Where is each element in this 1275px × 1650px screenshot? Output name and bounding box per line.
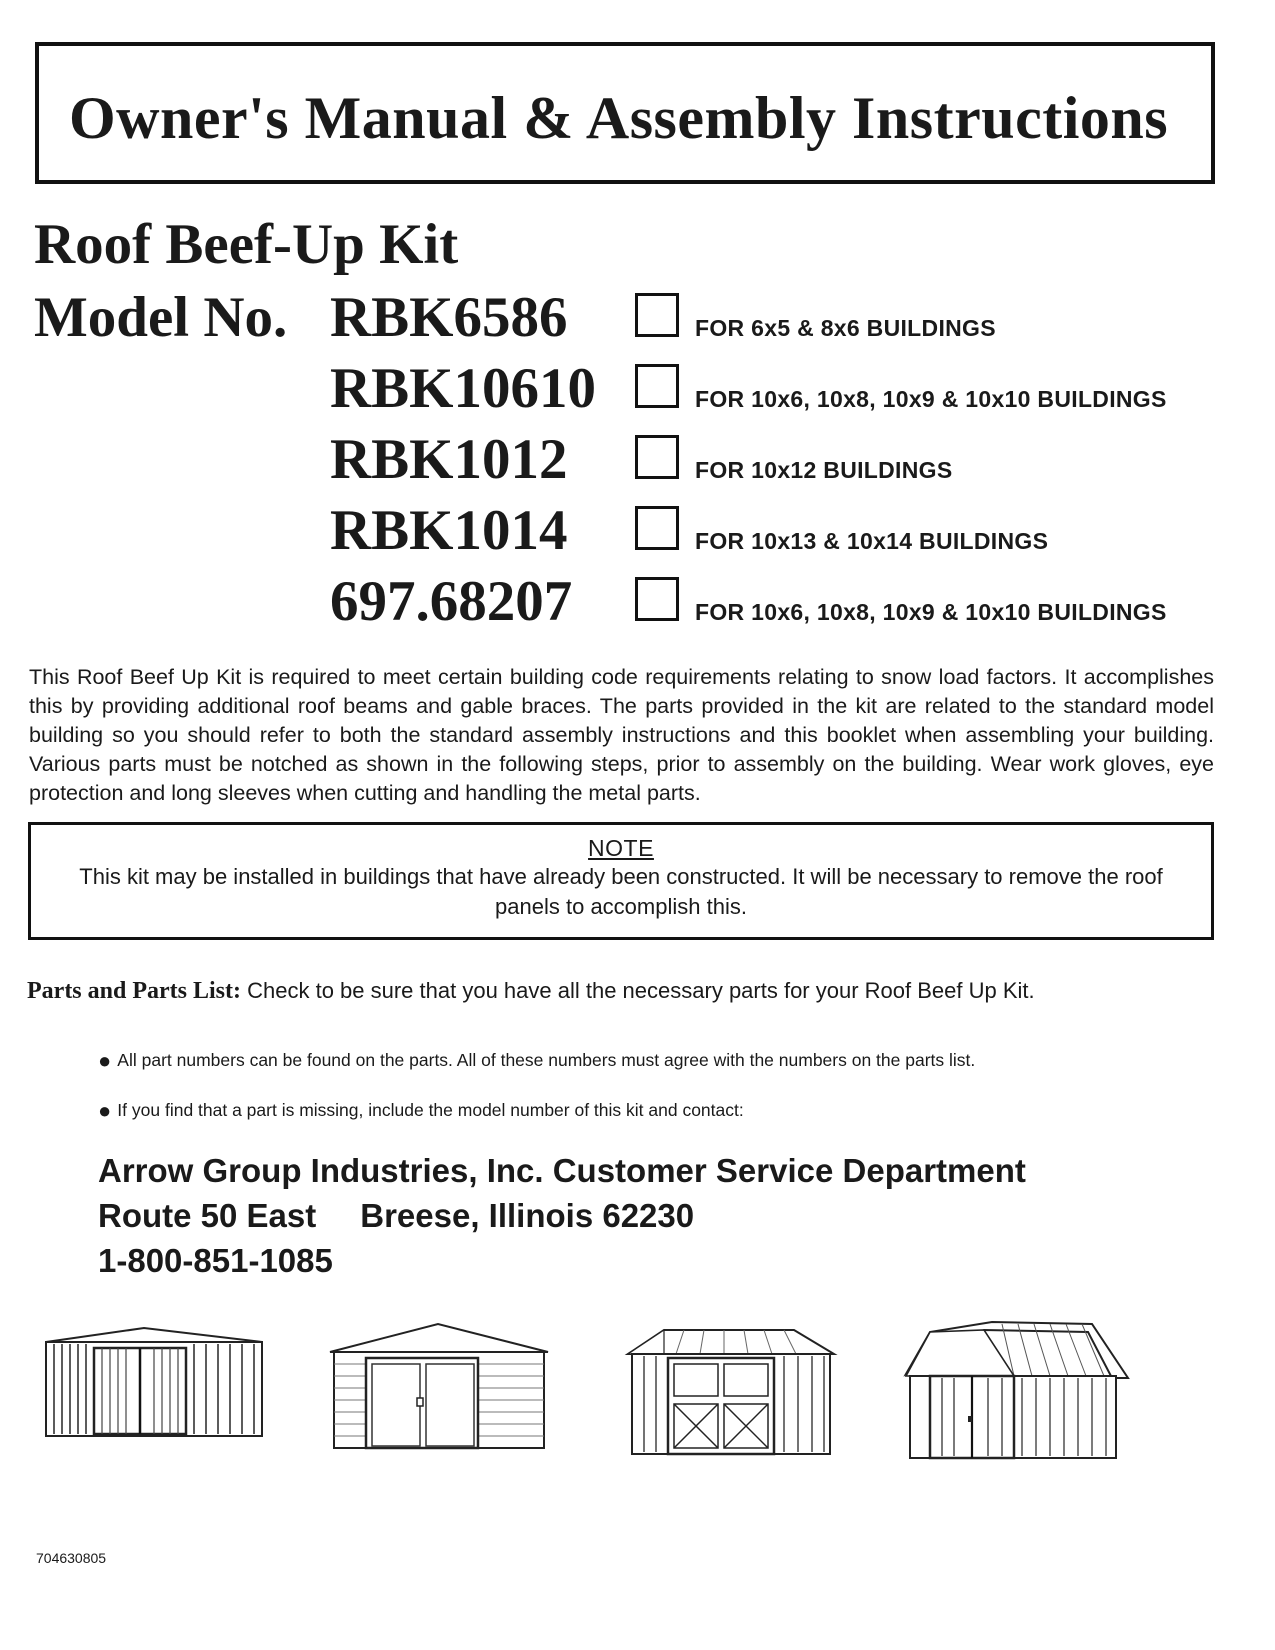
model-applies-to: FOR 6x5 & 8x6 BUILDINGS: [695, 315, 996, 341]
parts-list-intro: [27, 978, 1035, 1005]
bullet-icon: ●: [98, 1098, 112, 1123]
gable-shed-illustration: [44, 1318, 264, 1438]
bullet-text: All part numbers can be found on the parts. All of these numbers must agree with the numbers on the parts list.: [117, 1050, 976, 1070]
model-number: RBK1014: [330, 499, 568, 562]
kit-title: Roof Beef-Up Kit: [34, 213, 459, 276]
bullet-item: [98, 1098, 744, 1124]
model-number: RBK1012: [330, 428, 568, 491]
intro-paragraph: This Roof Beef Up Kit is required to meet certain building code requirements relating to snow load factors. It accomplishes this by providing additional roof beams and gable braces. The parts provided in the kit are related to the standard model building so you should refer to both the standard assembly instructions and this booklet when assembling your building. Various parts must be notched as shown in the following steps, prior to assembly on the building. Wear work gloves, eye protection and long sleeves when cutting and handling the metal parts.: [29, 665, 1214, 805]
model-applies-to: FOR 10x13 & 10x14 BUILDINGS: [695, 528, 1049, 554]
model-label: Model No.: [34, 286, 288, 349]
contact-block: [98, 1148, 1026, 1283]
manual-title: Owner's Manual & Assembly Instructions: [69, 85, 1169, 151]
model-applies-to: FOR 10x6, 10x8, 10x9 & 10x10 BUILDINGS: [695, 599, 1167, 625]
title-box: [35, 42, 1215, 184]
bullet-item: [98, 1048, 975, 1074]
note-box: [28, 822, 1214, 940]
model-checkbox[interactable]: [635, 364, 679, 408]
note-heading: NOTE: [588, 835, 654, 861]
model-number: 697.68207: [330, 570, 573, 633]
contact-company: Arrow Group Industries, Inc. Customer Service Department: [98, 1152, 1026, 1189]
model-checkbox[interactable]: [635, 506, 679, 550]
model-number: RBK6586: [330, 286, 568, 349]
model-applies-to: FOR 10x12 BUILDINGS: [695, 457, 953, 483]
bullet-text: If you find that a part is missing, include the model number of this kit and contact:: [117, 1100, 744, 1120]
note-text: This kit may be installed in buildings that have already been constructed. It will be necessary to remove the roof panels to accomplish this.: [79, 864, 1163, 919]
model-checkbox[interactable]: [635, 293, 679, 337]
contact-address: [98, 1193, 1026, 1238]
model-checkbox[interactable]: [635, 435, 679, 479]
vinyl-shed-illustration: [328, 1318, 550, 1450]
model-applies-to: FOR 10x6, 10x8, 10x9 & 10x10 BUILDINGS: [695, 386, 1167, 412]
contact-phone: 1-800-851-1085: [98, 1242, 333, 1279]
model-number: RBK10610: [330, 357, 597, 420]
parts-text: Check to be sure that you have all the necessary parts for your Roof Beef Up Kit.: [247, 978, 1035, 1003]
bullet-icon: ●: [98, 1048, 112, 1073]
contact-city: Breese, Illinois 62230: [360, 1197, 695, 1234]
contact-street: Route 50 East: [98, 1197, 317, 1234]
parts-label: Parts and Parts List:: [27, 978, 241, 1004]
hip-roof-shed-illustration: [624, 1318, 838, 1456]
model-checkbox[interactable]: [635, 577, 679, 621]
document-code: 704630805: [36, 1550, 107, 1566]
barn-shed-illustration: [902, 1318, 1130, 1460]
